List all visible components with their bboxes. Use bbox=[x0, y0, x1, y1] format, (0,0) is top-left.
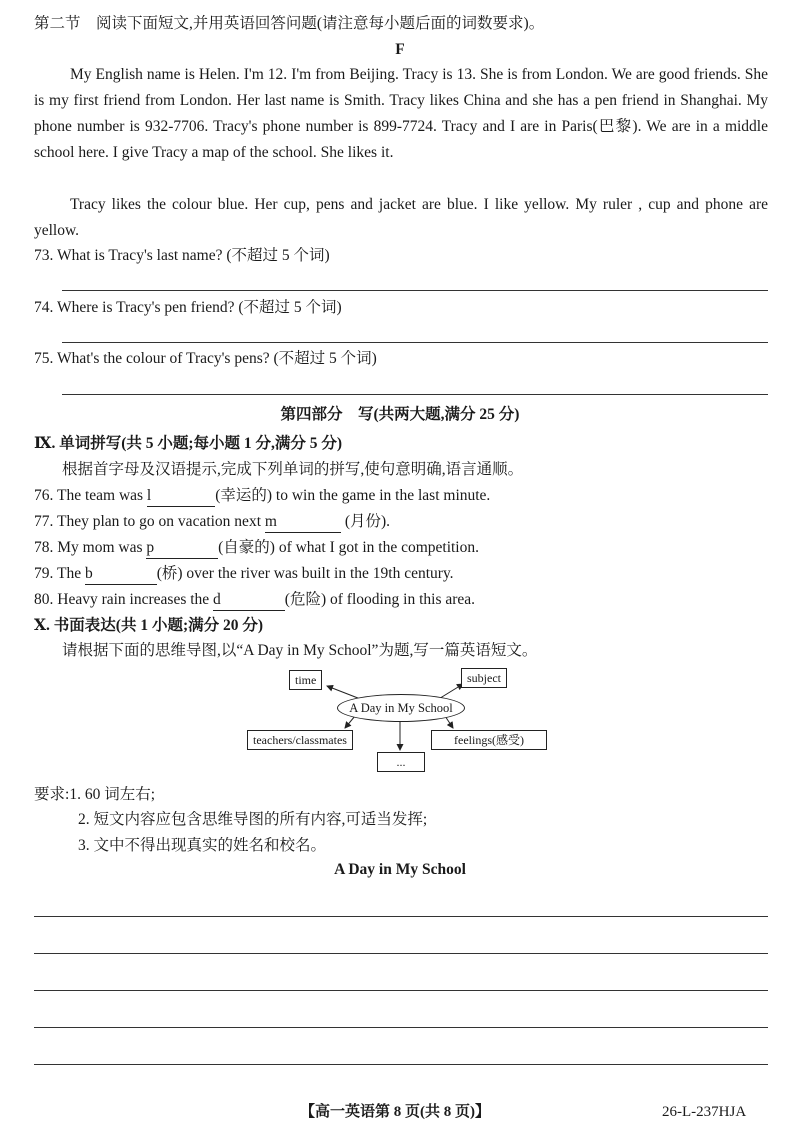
item-text: (桥) over the river was built in the 19th century. bbox=[156, 565, 454, 582]
requirement-2: 2. 短文内容应包含思维导图的所有内容,可适当发挥; bbox=[78, 811, 428, 828]
node-feelings: feelings(感受) bbox=[431, 730, 547, 750]
fill-blank-78[interactable] bbox=[146, 538, 218, 559]
node-more: ... bbox=[377, 752, 425, 772]
fill-blank-80[interactable] bbox=[213, 590, 285, 611]
section10-heading: Ⅹ. 书面表达(共 1 小题;满分 20 分) bbox=[34, 617, 264, 634]
requirements-label bbox=[34, 785, 155, 805]
fill-blank-79[interactable] bbox=[85, 564, 157, 585]
essay-title: A Day in My School bbox=[334, 861, 466, 878]
section10-instruction: 请根据下面的思维导图,以“A Day in My School”为题,写一篇英语短文。 bbox=[62, 642, 538, 659]
writing-line[interactable] bbox=[34, 1064, 768, 1065]
item-text: (月份). bbox=[340, 513, 391, 530]
passage-letter: F bbox=[395, 41, 405, 58]
question-74: 74. Where is Tracy's pen friend? (不超过 5 个词) bbox=[34, 299, 342, 316]
initial-letter: m bbox=[264, 513, 277, 530]
mind-map bbox=[245, 664, 555, 776]
item-text: 77. They plan to go on vacation next bbox=[34, 513, 265, 530]
initial-letter: p bbox=[146, 539, 155, 556]
page-footer-label: 【高一英语第 8 页(共 8 页)】 bbox=[300, 1104, 490, 1120]
part4-heading: 第四部分 写(共两大题,满分 25 分) bbox=[280, 406, 520, 423]
requirement-1: 1. 60 词左右; bbox=[69, 786, 155, 803]
initial-letter: d bbox=[213, 591, 221, 608]
requirement-3: 3. 文中不得出现真实的姓名和校名。 bbox=[78, 837, 327, 854]
answer-line-75[interactable] bbox=[62, 394, 768, 395]
spelling-item-77 bbox=[34, 512, 390, 533]
node-teachers-classmates: teachers/classmates bbox=[247, 730, 353, 750]
item-text: 79. The bbox=[34, 565, 85, 582]
passage-paragraph-2: Tracy likes the colour blue. Her cup, pens and jacket are blue. I like yellow. My ruler , cup and phone are yellow. bbox=[34, 196, 768, 239]
item-text: (自豪的) of what I got in the competition. bbox=[218, 539, 479, 556]
fill-blank-77[interactable] bbox=[265, 512, 341, 533]
writing-line[interactable] bbox=[34, 990, 768, 991]
passage-paragraph-1: My English name is Helen. I'm 12. I'm from Beijing. Tracy is 13. She is from London. We are good friends. She is my first friend from London. Her last name is Smith. Tracy likes China and she has a pen friend in Shanghai. My phone number is 932-7706. Tracy's phone number is 899-7724. Tracy and I are in Paris(巴黎). We are in a middle school here. I give Tracy a map of the school. She likes it. bbox=[34, 66, 768, 161]
fill-blank-76[interactable] bbox=[147, 486, 215, 507]
item-text: 76. The team was bbox=[34, 487, 147, 504]
answer-line-74[interactable] bbox=[62, 342, 768, 343]
connector-teachers bbox=[345, 716, 355, 728]
item-text: (幸运的) to win the game in the last minute. bbox=[215, 487, 491, 504]
section9-instruction: 根据首字母及汉语提示,完成下列单词的拼写,使句意明确,语言通顺。 bbox=[62, 461, 524, 478]
initial-letter: b bbox=[84, 565, 93, 582]
requirements-prefix: 要求: bbox=[34, 786, 70, 803]
writing-line[interactable] bbox=[34, 916, 768, 917]
writing-line[interactable] bbox=[34, 953, 768, 954]
question-73: 73. What is Tracy's last name? (不超过 5 个词) bbox=[34, 247, 330, 264]
spelling-item-76 bbox=[34, 486, 490, 507]
spelling-item-78 bbox=[34, 538, 479, 559]
item-text: (危险) of flooding in this area. bbox=[284, 591, 476, 608]
writing-line[interactable] bbox=[34, 1027, 768, 1028]
spelling-item-79 bbox=[34, 564, 454, 585]
section9-heading: Ⅸ. 单词拼写(共 5 小题;每小题 1 分,满分 5 分) bbox=[34, 435, 343, 452]
section-heading: 第二节 阅读下面短文,并用英语回答问题(请注意每小题后面的词数要求)。 bbox=[34, 15, 545, 32]
node-subject: subject bbox=[461, 668, 507, 688]
item-text: 80. Heavy rain increases the bbox=[34, 591, 214, 608]
answer-line-73[interactable] bbox=[62, 290, 768, 291]
page-footer-code: 26-L-237HJA bbox=[662, 1104, 747, 1120]
node-center: A Day in My School bbox=[337, 694, 465, 722]
question-75: 75. What's the colour of Tracy's pens? (不超过 5 个词) bbox=[34, 350, 377, 367]
item-text: 78. My mom was bbox=[34, 539, 147, 556]
initial-letter: l bbox=[146, 487, 152, 504]
node-time: time bbox=[289, 670, 322, 690]
spelling-item-80 bbox=[34, 590, 475, 611]
